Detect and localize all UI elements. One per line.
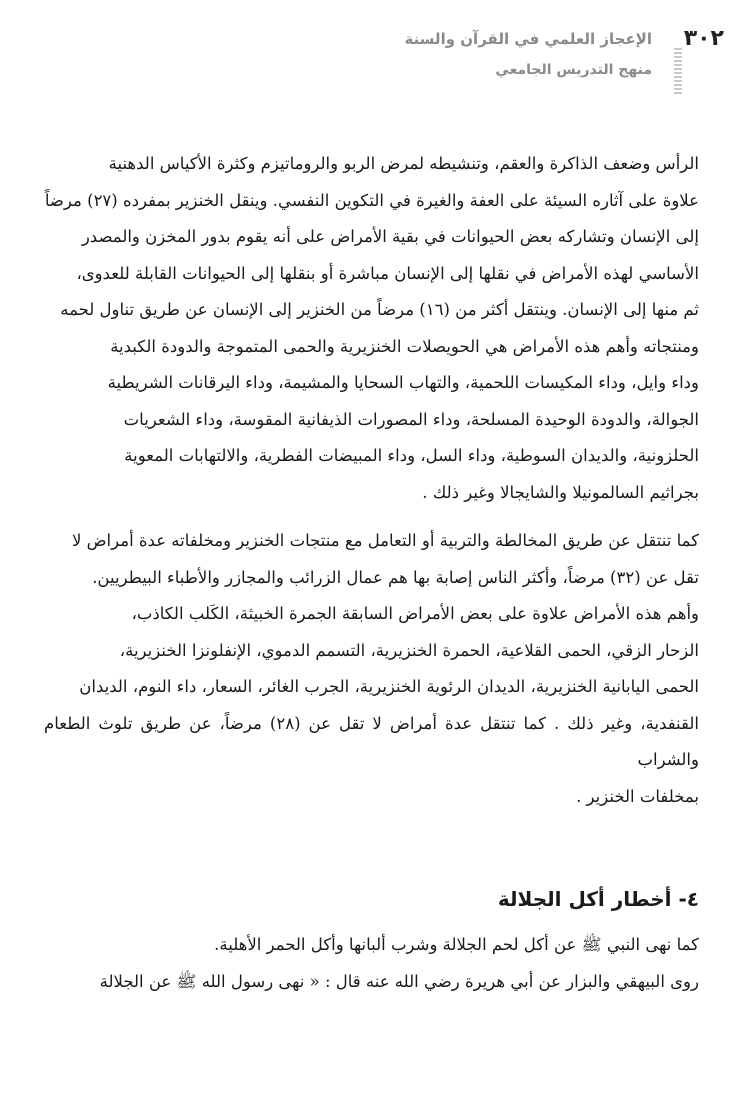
paragraph-1 bbox=[44, 146, 699, 511]
running-subtitle: منهج التدريس الجامعي bbox=[495, 62, 652, 78]
text-line: إلى الإنسان وتشاركه بعض الحيوانات في بقية الأمراض على أنه يقوم بدور المخزن والمصدر bbox=[81, 227, 699, 246]
text-line: ثم منها إلى الإنسان. وينتقل أكثر من (١٦) مرضاً من الخنزير إلى الإنسان عن طريق تناول لحمه bbox=[60, 300, 699, 319]
text-line: بمخلفات الخنزير . bbox=[576, 786, 699, 806]
text-line: ومنتجاته وأهم هذه الأمراض هي الحويصلات الخنزيرية والحمى المتموجة والدودة الكبدية bbox=[110, 336, 699, 356]
text-line: القنفدية، وغير ذلك . كما تنتقل عدة أمراض لا تقل عن (٢٨) مرضاً، عن طريق تلوث الطعام والشراب bbox=[44, 713, 699, 769]
text-line: الرأس وضعف الذاكرة والعقم، وتنشيطه لمرض الربو والروماتيزم وكثرة الأكياس الدهنية bbox=[108, 154, 699, 173]
text-line: بجراثيم السالمونيلا والشايجالا وغير ذلك . bbox=[422, 482, 699, 502]
text-line: تقل عن (٣٢) مرضاً، وأكثر الناس إصابة بها هم عمال الزرائب والمجازر والأطباء البيطريين. bbox=[92, 567, 699, 587]
page-header bbox=[0, 24, 744, 94]
text-line: الحمى اليابانية الخنزيرية، الديدان الرئوية الخنزيرية، الجرب الغائر، السعار، داء النوم، الديدان bbox=[79, 677, 699, 696]
text-line: وداء وايل، وداء المكيسات اللحمية، والتهاب السحايا والمشيمة، وداء اليرقانات الشريطية bbox=[107, 373, 699, 392]
section-body bbox=[44, 927, 699, 1000]
text-line: روى البيهقي والبزار عن أبي هريرة رضي الله عنه قال : « نهى رسول الله ﷺ عن الجلالة bbox=[99, 971, 699, 991]
page-number: ٣٠٢ bbox=[683, 26, 724, 51]
text-line: الحلزونية، والديدان السوطية، وداء السل، وداء المبيضات الفطرية، والالتهابات المعوية bbox=[124, 446, 699, 465]
section-heading: ٤- أخطار أكل الجلالة bbox=[497, 887, 699, 911]
text-line: وأهم هذه الأمراض علاوة على بعض الأمراض السابقة الجمرة الخبيثة، الكَلب الكاذب، bbox=[131, 604, 699, 623]
text-line: علاوة على آثاره السيئة على العفة والغيرة في التكوين النفسي. وينقل الخنزير بمفرده (٢٧) مرضاً bbox=[44, 190, 699, 210]
text-line: كما تنتقل عن طريق المخالطة والتربية أو التعامل مع منتجات الخنزير ومخلفاته عدة أمراض لا bbox=[71, 531, 699, 550]
running-title: الإعجاز العلمي في القرآن والسنة bbox=[404, 30, 652, 48]
page-body bbox=[44, 146, 699, 1000]
header-ornament bbox=[674, 48, 682, 94]
text-line: الأساسي لهذه الأمراض في نقلها إلى الإنسان مباشرة أو بنقلها إلى الحيوانات القابلة للعدوى، bbox=[76, 263, 699, 283]
paragraph-2 bbox=[44, 523, 699, 815]
text-line: الزحار الزقي، الحمى القلاعية، الحمرة الخنزيرية، التسمم الدموي، الإنفلونزا الخنزيرية، bbox=[119, 640, 699, 660]
text-line: كما نهى النبي ﷺ عن أكل لحم الجلالة وشرب ألبانها وأكل الحمر الأهلية. bbox=[214, 935, 699, 954]
text-line: الجوالة، والدودة الوحيدة المسلحة، وداء المصورات الذيفانية المقوسة، وداء الشعريات bbox=[123, 409, 699, 429]
